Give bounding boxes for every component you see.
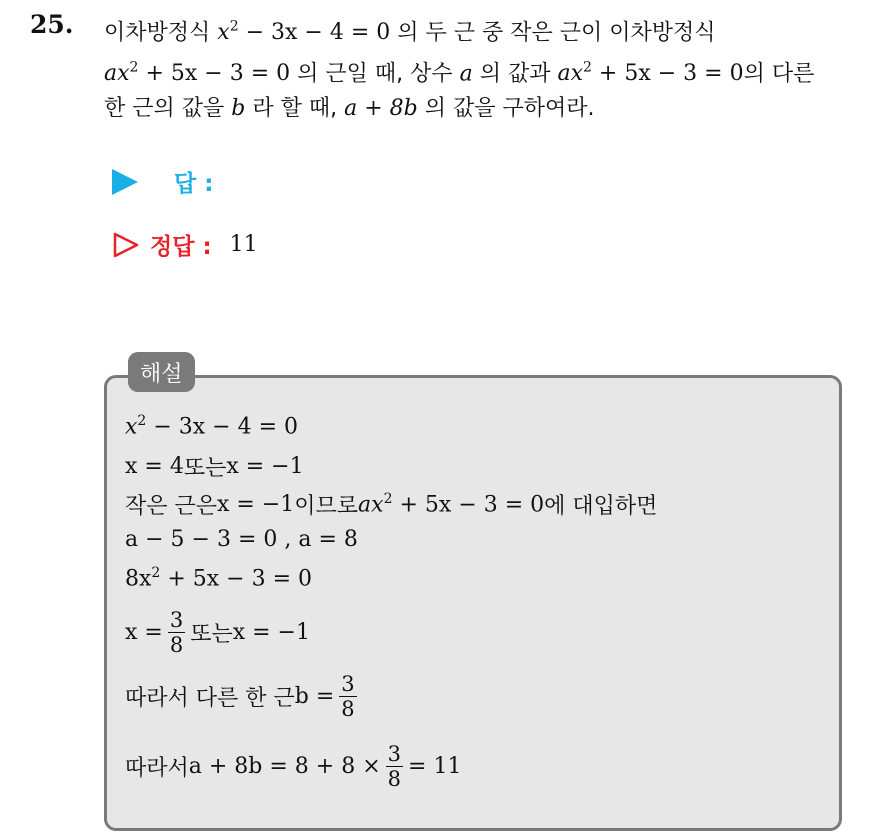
correct-answer-label: 정답 : <box>150 234 212 260</box>
play-triangle-icon <box>112 169 138 195</box>
answer-label: 답 : <box>174 171 214 197</box>
question-line-2: $ax^2 + 5x - 3 = 0$ 의 근일 때, 상수 a 의 값과 $ax^2 + 5x - 3 = 0$의 다른 <box>104 60 815 87</box>
solution-line-6: x = $\frac{3}{8}$ 또는 x = −1 <box>125 608 310 657</box>
outline-triangle-icon <box>112 231 140 259</box>
solution-line-4: a − 5 − 3 = 0 , a = 8 <box>125 527 358 552</box>
question-line-3: 한 근의 값을 b 라 할 때, a + 8b 의 값을 구하여라. <box>104 96 595 121</box>
question-line-1: 이차방정식 $x^2 - 3x - 4 = 0$ 의 두 근 중 작은 근이 이차방정식 <box>104 19 716 46</box>
solution-line-5: $8x^2 + 5x - 3 = 0$ <box>125 565 312 592</box>
fraction-3-8: $\frac{3}{8}$ <box>387 742 402 791</box>
solution-line-2: x = 4 또는 x = −1 <box>125 454 304 481</box>
correct-answer-value: 11 <box>229 232 258 257</box>
fraction-3-8: $\frac{3}{8}$ <box>169 608 184 657</box>
correct-answer-row <box>112 228 258 261</box>
solution-line-3: 작은 근은 x = −1 이므로 $ax^2 + 5x - 3 = 0$ 에 대입하면 <box>125 491 658 519</box>
answer-row <box>112 165 213 198</box>
question-number: 25. <box>30 10 74 39</box>
solution-line-7: 따라서 다른 한 근 b = $\frac{3}{8}$ <box>125 672 355 721</box>
solution-tag: 해설 <box>128 352 195 392</box>
fraction-3-8: $\frac{3}{8}$ <box>341 672 355 721</box>
solution-line-8: 따라서 a + 8b = 8 + 8 × $\frac{3}{8}$ = 11 <box>125 742 462 791</box>
solution-line-1: $x^2 - 3x - 4 = 0$ <box>125 413 299 440</box>
